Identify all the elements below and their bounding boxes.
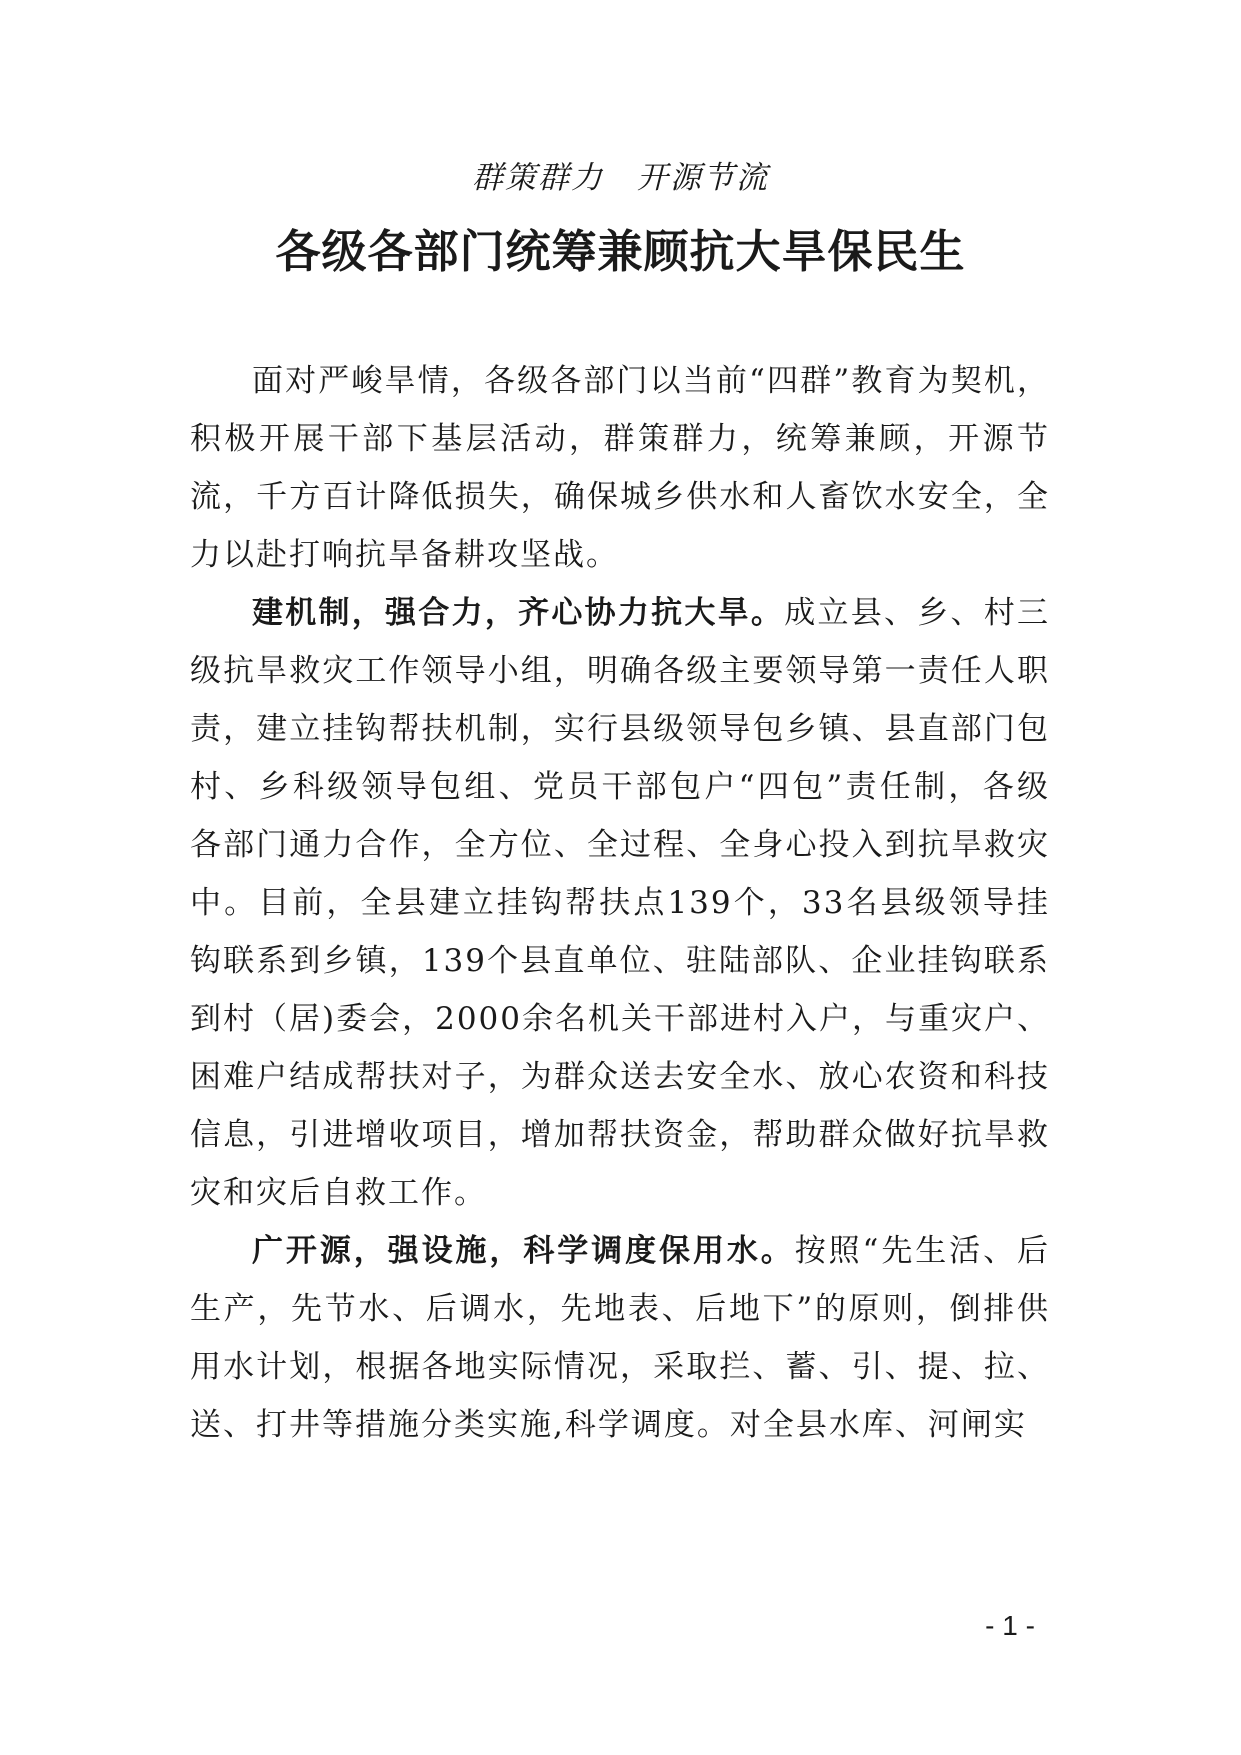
paragraph-text: 成立县、乡、村三级抗旱救灾工作领导小组，明确各级主要领导第一责任人职责，建立挂钩帮扶机制，实行县级领导包乡镇、县直部门包村、乡科级领导包组、党员干部包户“四包”责任制，各级各部门通力合作，全方位、全过程、全身心投入到抗旱救灾中。目前，全县建立挂钩帮扶点139个，33名县级领导挂钩联系到乡镇，139个县直单位、驻陆部队、企业挂钩联系到村（居)委会，2000余名机关干部进村入户，与重灾户、困难户结成帮扶对子，为群众送去安全水、放心农资和科技信息，引进增收项目，增加帮扶资金，帮助群众做好抗旱救灾和灾后自救工作。 — [190, 595, 1051, 1211]
paragraph-text: 按照“先生活、后生产，先节水、后调水，先地表、后地下”的原则，倒排供用水计划，根据各地实际情况，采取拦、蓄、引、提、拉、送、打井等措施分类实施,科学调度。对全县水库、河闸实 — [190, 1233, 1051, 1443]
document-body — [190, 352, 1050, 1454]
paragraph-text: 面对严峻旱情，各级各部门以当前“四群”教育为契机，积极开展干部下基层活动，群策群力，统筹兼顾，开源节流，千方百计降低损失，确保城乡供水和人畜饮水安全，全力以赴打响抗旱备耕攻坚战。 — [190, 363, 1050, 573]
paragraph-mechanism — [190, 584, 1050, 1222]
paragraph-lead-heading: 广开源，强设施，科学调度保用水。 — [252, 1233, 795, 1269]
paragraph-lead-heading: 建机制，强合力，齐心协力抗大旱。 — [252, 595, 785, 631]
paragraph-intro — [190, 352, 1050, 584]
document-title: 各级各部门统筹兼顾抗大旱保民生 — [275, 225, 966, 278]
document-subtitle: 群策群力 开源节流 — [472, 160, 769, 196]
paragraph-water-supply — [190, 1222, 1050, 1454]
page-number: - 1 - — [985, 1610, 1035, 1641]
